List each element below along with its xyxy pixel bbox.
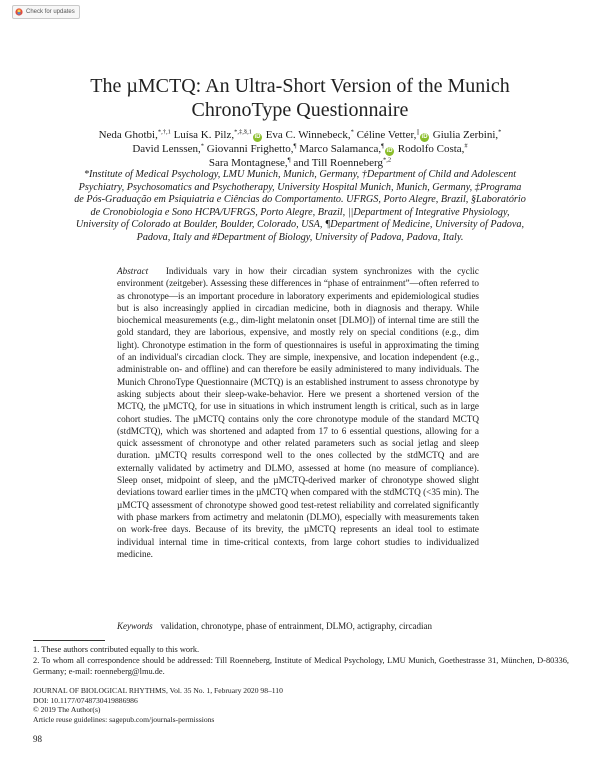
affiliation-line: de Pós-Graduação em Psiquiatria e Ciências do Comportamento. UFRGS, Porto Alegre, Brazil, §Laboratório — [74, 194, 526, 206]
crossmark-icon — [15, 8, 23, 16]
affiliation-line: Padova, Italy and #Department of Biology, University of Padova, Padova, Italy. — [136, 231, 464, 243]
affiliation-line: *Institute of Medical Psychology, LMU Munich, Munich, Germany, †Department of Child and Adolescent — [83, 169, 517, 180]
check-for-updates-badge[interactable] — [12, 5, 80, 19]
author-vetter: Céline Vetter, — [353, 129, 417, 141]
doi[interactable]: DOI: 10.1177/0748730419886986 — [33, 695, 138, 705]
orcid-icon[interactable]: iD — [254, 134, 261, 140]
journal-citation: JOURNAL OF BIOLOGICAL RHYTHMS, Vol. 35 No. 1, February 2020 98–110 — [33, 686, 283, 695]
author-winnebeck: Eva C. Winnebeck, — [262, 129, 351, 141]
affiliations — [40, 169, 560, 245]
footnotes — [33, 644, 569, 677]
copyright: © 2019 The Author(s) — [33, 705, 101, 715]
orcid-icon[interactable]: iD — [421, 134, 428, 140]
badge-label: Check for updates — [26, 9, 75, 15]
paper-title — [0, 74, 600, 122]
author-pilz: Luísa K. Pilz, — [170, 129, 235, 141]
author-frighetto: Giovanni Frighetto, — [204, 143, 294, 155]
title-line-1: The µMCTQ: An Ultra-Short Version of the Munich — [90, 75, 510, 97]
reuse-guidelines[interactable]: Article reuse guidelines: sagepub.com/journals-permissions — [33, 714, 215, 724]
page-number: 98 — [33, 734, 42, 744]
author-row-3: Sara Montagnese,¶ and Till Roenneberg$^{*,2}$ — [208, 156, 392, 169]
abstract-label: Abstract — [117, 266, 149, 276]
orcid-icon[interactable]: iD — [386, 148, 393, 154]
author-salamanca: Marco Salamanca, — [296, 143, 382, 155]
footnote-2: 2. To whom all correspondence should be addressed: Till Roenneberg, Institute of Medical Psychology, LMU Munich, Goethestrasse 31, München, D-80336, Germany; e-mail: roenneberg@lmu.de. — [33, 656, 569, 676]
author-zerbini: Giulia Zerbini, — [430, 129, 499, 141]
author-row-1: Neda Ghotbi,$^{*,\dagger,1}$ Luísa K. Pilz,$^{*,\ddagger,\S,1}$iD Eva C. Winnebeck,* Céline Vetter,||iD Giulia Zerbini,* — [98, 128, 502, 141]
title-line-2: ChronoType Questionnaire — [191, 99, 409, 121]
abstract — [117, 265, 479, 560]
abstract-text: Individuals vary in how their circadian system synchronizes with the cyclic environment (zeitgeber). Assessing these differences in “phase of entrainment”—often referred to as chronotype—is an important procedure in laboratory experiments and epidemiological studies but is also increasingly applied in circadian medicine, both in diagnosis and therapy. While biochemical measurements (e.g., dim-light melatonin onset [DLMO]) of internal time are still the gold standard, they are laborious, expensive, and mostly rely on special conditions (e.g., dim light). Chronotype estimation in the form of questionnaires is useful in approximating the timing of an individual's circadian clock. They are simple, inexpensive, and location independent (e.g., administrable on- and offline) and can therefore be easily administered to many individuals. The Munich ChronoType Questionnaire (MCTQ) is an established instrument to assess chronotype by asking subjects about their sleep-wake-behavior. Here we present a shortened version of the MCTQ, the µMCTQ, for use in situations in which instrument length is critical, such as in large cohort studies. The µMCTQ contains only the core chronotype module of the standard MCTQ (stdMCTQ), which was shortened and adapted from 17 to 6 essential questions, allowing for a quick assessment of chronotype and other related parameters such as social jetlag and sleep duration. µMCTQ results correspond well to the ones collected by the stdMCTQ and are externally validated by actimetry and DLMO, assessed at home (no measure of compliance). Sleep onset, midpoint of sleep, and the µMCTQ-derived marker of chronotype showed slight deviations toward earlier times in the µMCTQ when compared with the stdMCTQ (<35 min). The µMCTQ assessment of chronotype showed good test-retest reliability and correlated significantly with phase markers from actimetry and melatonin (DLMO), especially with measurements taken on work-free days. Because of its brevity, the µMCTQ represents an ideal tool to estimate individual internal time in time-critical contexts, from large cohort studies to individualized medicine. — [117, 266, 479, 559]
author-list — [0, 128, 600, 170]
footnote-divider — [33, 640, 105, 641]
author-row-2: David Lenssen,* Giovanni Frighetto,¶ Marco Salamanca,¶iD Rodolfo Costa,# — [132, 142, 468, 155]
author-roenneberg: and Till Roenneberg — [290, 157, 384, 169]
author-lenssen: David Lenssen, — [132, 143, 201, 155]
keywords-label: Keywords — [117, 621, 153, 631]
publication-info — [33, 686, 569, 724]
keywords-text: validation, chronotype, phase of entrainment, DLMO, actigraphy, circadian — [160, 621, 432, 631]
author-costa: Rodolfo Costa, — [395, 143, 465, 155]
affiliation-line: de Cronobiologia e Sono HCPA/UFRGS, Porto Alegre, Brazil, ||Department of Integrative Physiology, — [90, 206, 510, 218]
author-montagnese: Sara Montagnese, — [208, 157, 288, 169]
author-ghotbi: Neda Ghotbi, — [98, 129, 158, 141]
affiliation-line: University of Colorado at Boulder, Boulder, Colorado, USA, ¶Department of Medicine, University of Padova, — [75, 219, 525, 231]
footnote-1: 1. These authors contributed equally to this work. — [33, 645, 200, 654]
affiliation-line: Psychiatry, Psychosomatics and Psychotherapy, University Hospital Munich, Munich, Germany, ‡Programa — [78, 181, 522, 193]
keywords — [117, 620, 479, 632]
